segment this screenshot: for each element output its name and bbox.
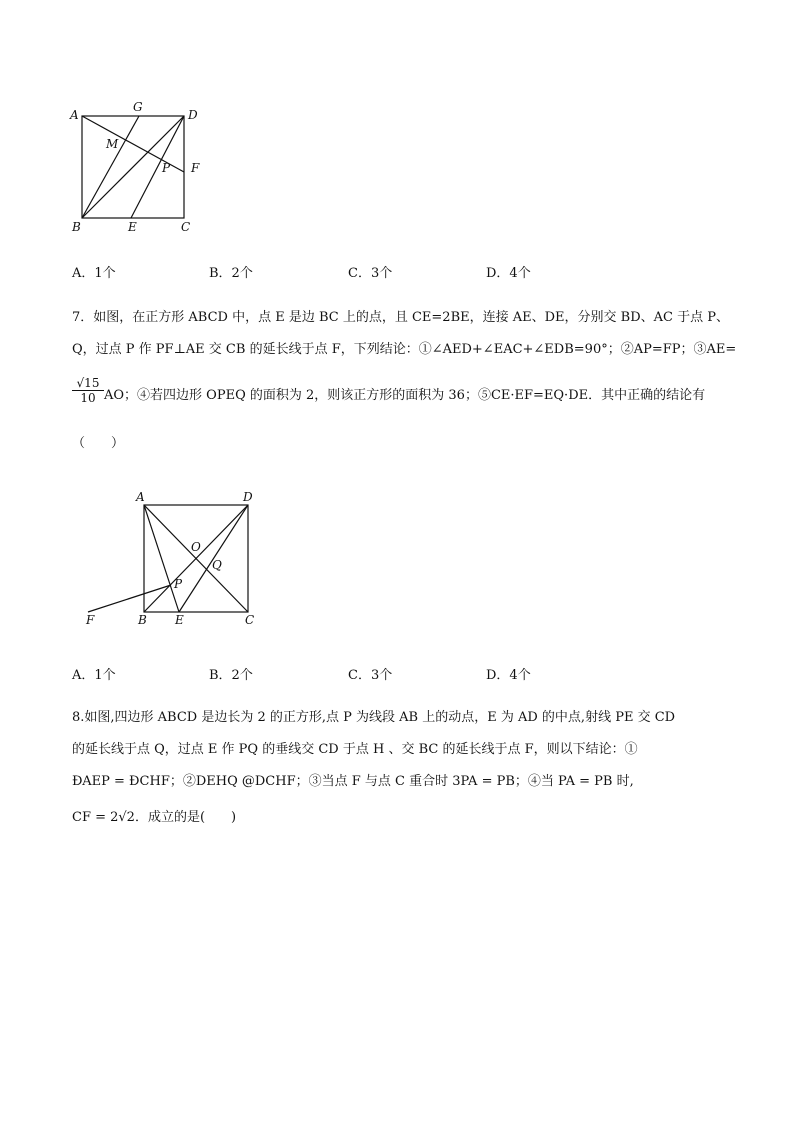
q6-option-d: D．4个 xyxy=(486,266,531,281)
label-c: C xyxy=(245,613,255,627)
label-d: D xyxy=(243,490,253,504)
label-a: A xyxy=(70,108,79,122)
q7-line-1: 7．如图，在正方形 ABCD 中，点 E 是边 BC 上的点，且 CE=2BE，连接 AE、DE，分别交 BD、AC 于点 P、 xyxy=(72,310,730,325)
segment-ae xyxy=(144,505,179,612)
label-f: F xyxy=(191,161,200,175)
q8-line-1: 8.如图,四边形 ABCD 是边长为 2 的正方形,点 P 为线段 AB 上的动点，E 为 AD 的中点,射线 PE 交 CD xyxy=(72,710,676,725)
label-c: C xyxy=(181,220,191,234)
label-o: O xyxy=(191,540,201,554)
figure-1 xyxy=(60,95,220,245)
q7-option-a: A．1个 xyxy=(72,668,116,683)
q6-option-b: B．2个 xyxy=(209,266,253,281)
segment-fp xyxy=(88,585,171,612)
label-g: G xyxy=(133,100,143,114)
label-p: P xyxy=(162,161,171,175)
q7-fraction xyxy=(72,376,104,405)
q7-option-d: D．4个 xyxy=(486,668,531,683)
q7-line-2: Q，过点 P 作 PF⊥AE 交 CB 的延长线于点 F，下列结论：①∠AED+∠EAC+∠EDB=90°；②AP=FP；③AE= xyxy=(72,342,737,357)
q7-line-4: （ ） xyxy=(72,436,125,451)
q7-fraction-denominator: 10 xyxy=(80,391,96,405)
label-a: A xyxy=(136,490,145,504)
label-b: B xyxy=(72,220,81,234)
label-f: F xyxy=(86,613,95,627)
q6-option-a: A．1个 xyxy=(72,266,116,281)
q8-line-2: 的延长线于点 Q，过点 E 作 PQ 的垂线交 CD 于点 H 、交 BC 的延长线于点 F，则以下结论：① xyxy=(72,742,638,757)
label-q: Q xyxy=(212,558,222,572)
figure-2 xyxy=(80,485,270,630)
label-d: D xyxy=(188,108,198,122)
q7-fraction-numerator: √15 xyxy=(72,376,104,391)
q8-line-3: ÐAEP = ÐCHF；②DEHQ @DCHF；③当点 F 与点 C 重合时 3PA = PB；④当 PA = PB 时, xyxy=(72,774,634,789)
q7-option-b: B．2个 xyxy=(209,668,253,683)
q7-line-3: AO；④若四边形 OPEQ 的面积为 2，则该正方形的面积为 36；⑤CE·EF=EQ·DE．其中正确的结论有 xyxy=(104,388,706,403)
q7-option-c: C．3个 xyxy=(348,668,393,683)
label-p: P xyxy=(174,577,183,591)
q6-option-c: C．3个 xyxy=(348,266,393,281)
label-b: B xyxy=(138,613,147,627)
label-m: M xyxy=(106,137,119,151)
q8-line-4: CF = 2√2．成立的是( ) xyxy=(72,810,237,825)
label-e: E xyxy=(128,220,137,234)
label-e: E xyxy=(175,613,184,627)
